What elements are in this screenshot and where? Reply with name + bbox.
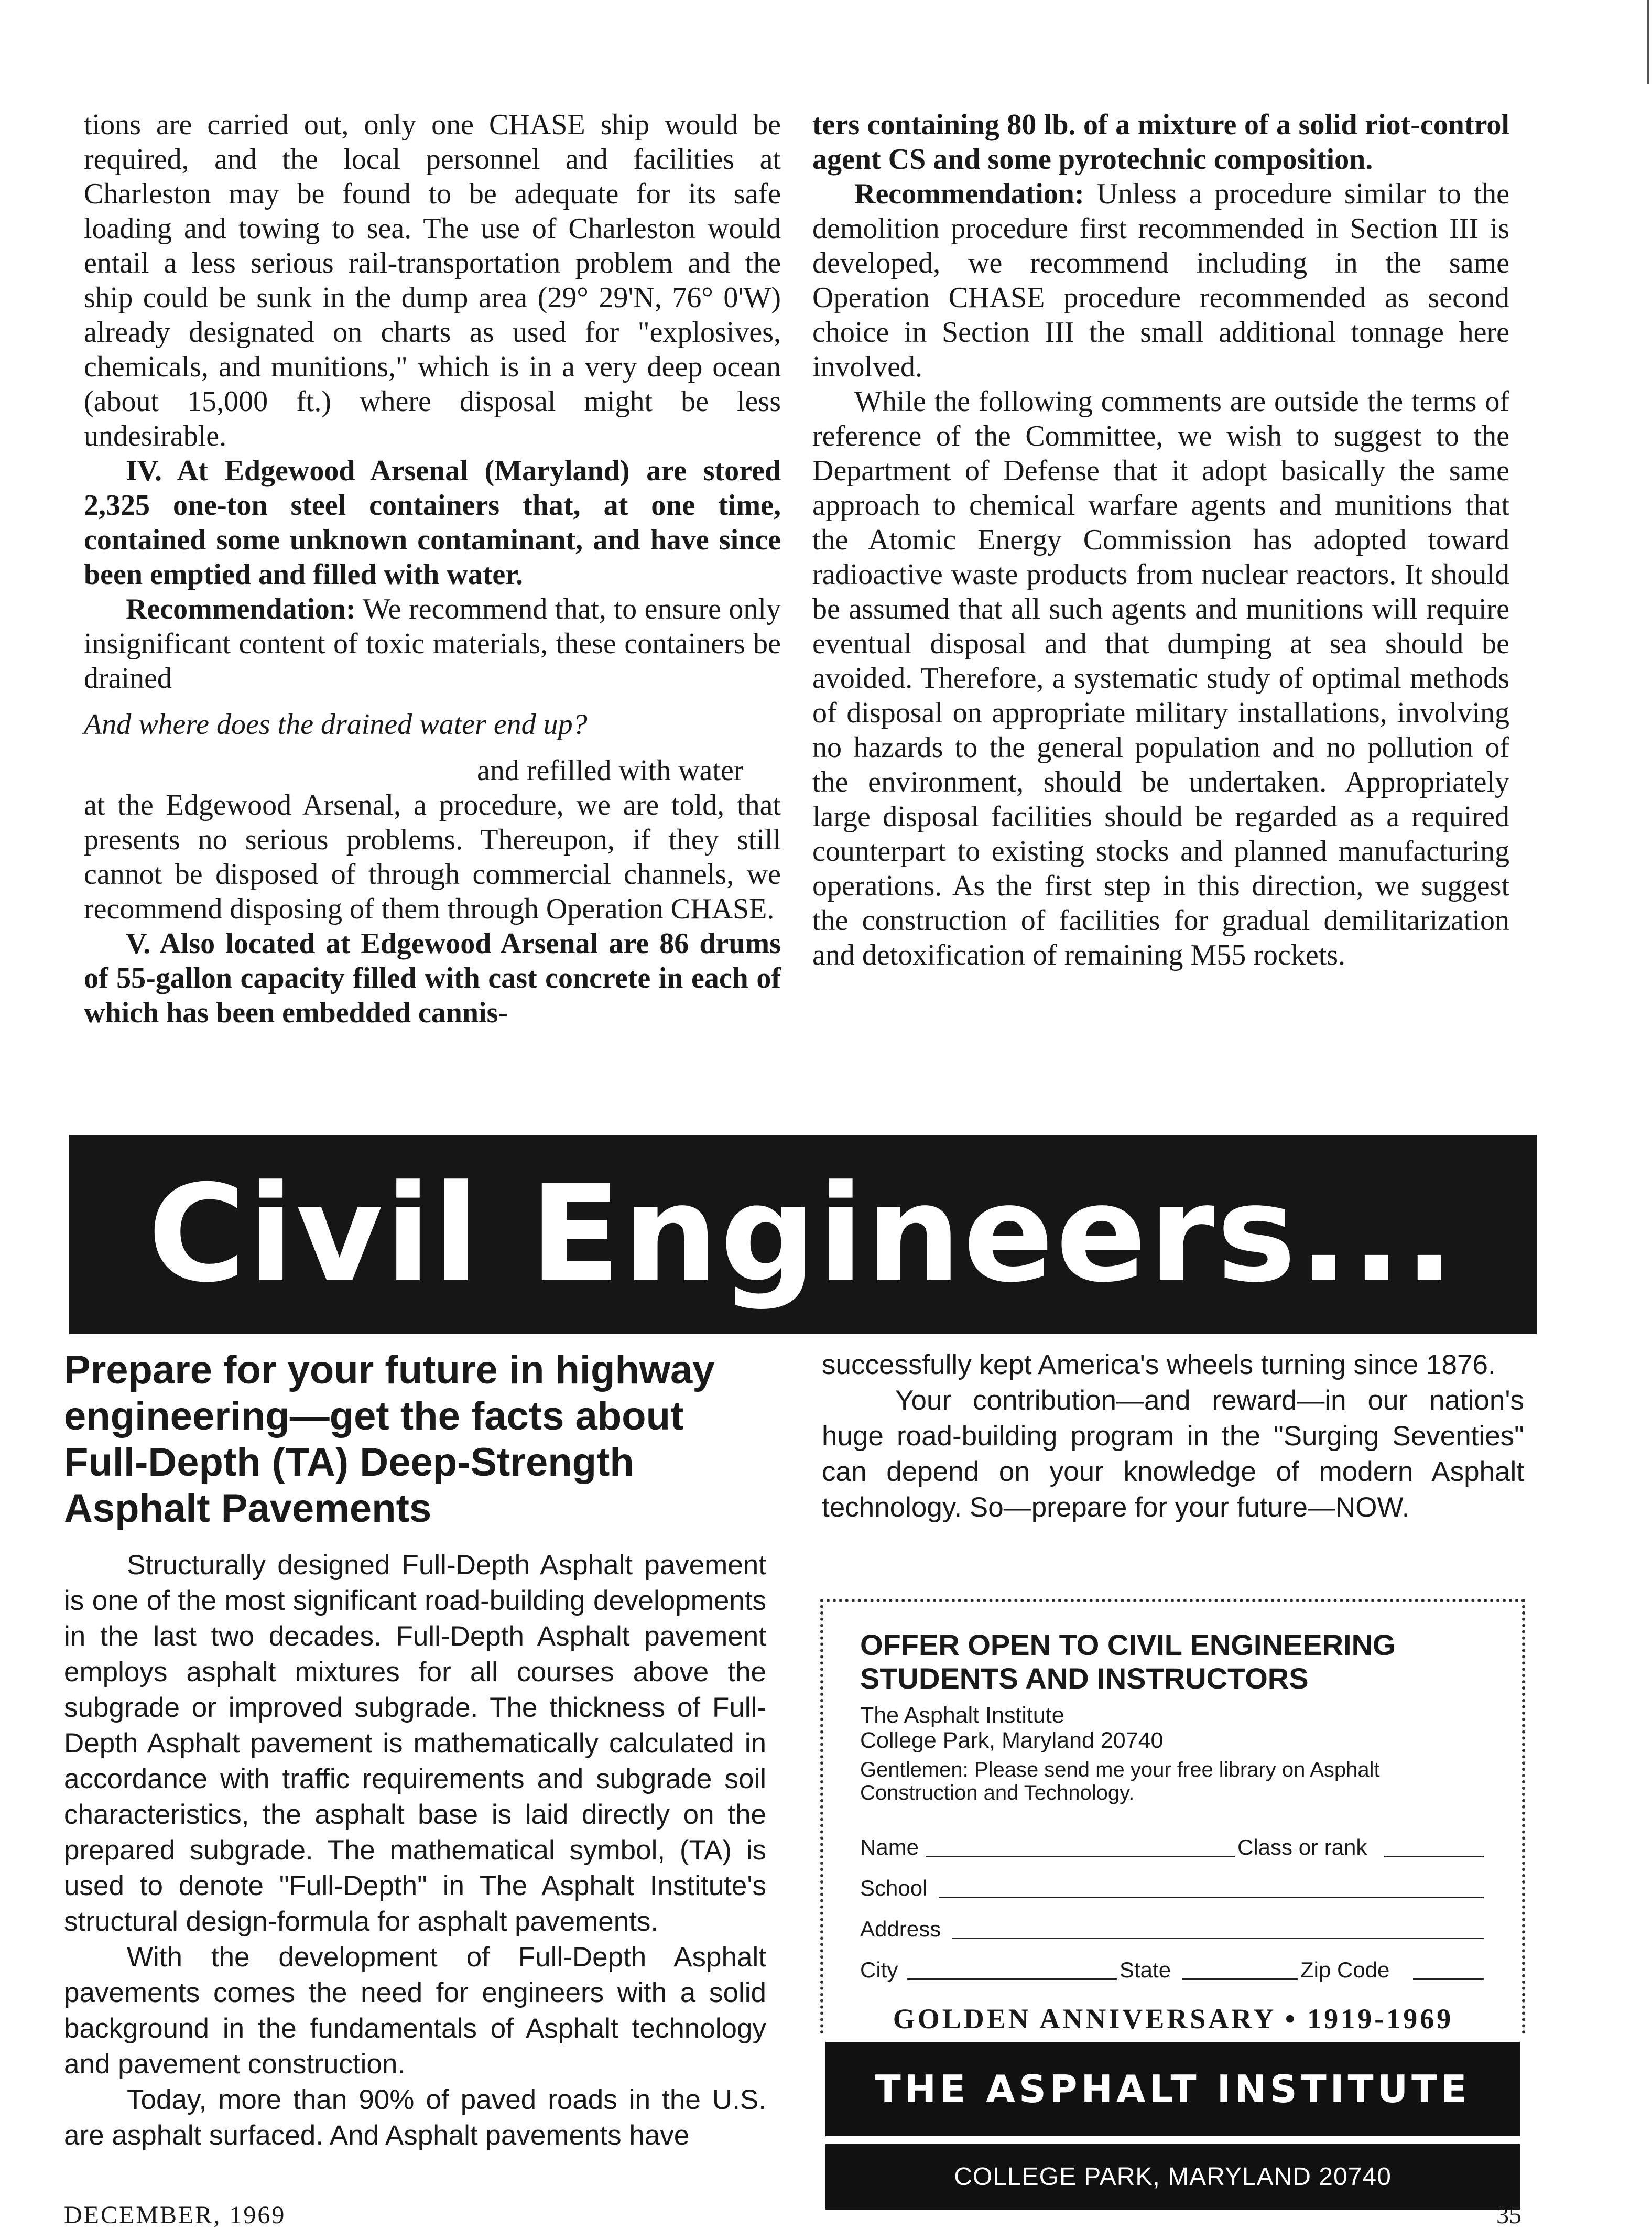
address-field[interactable] (952, 1938, 1484, 1939)
name-field[interactable] (926, 1856, 1235, 1857)
article-recommendation (812, 177, 1509, 384)
article-right-column (812, 107, 1509, 972)
state-label: State (1120, 1957, 1171, 1982)
city-label: City (860, 1957, 898, 1982)
ad-paragraph: Today, more than 90% of paved roads in the U.S. are asphalt surfaced. And Asphalt pavements have (64, 2084, 766, 2151)
banner-title: Civil Engineers... (148, 1156, 1457, 1312)
article-left-column (84, 107, 781, 1030)
zip-field[interactable] (1413, 1978, 1484, 1980)
school-label: School (860, 1876, 928, 1900)
coupon-content (860, 1628, 1489, 1804)
institute-location-bar: COLLEGE PARK, MARYLAND 20740 (825, 2144, 1520, 2210)
article-section-heading: V. Also located at Edgewood Arsenal are 86 drums of 55-gallon capacity filled with cast concrete in each of which has been embedded cannis- (84, 927, 781, 1029)
coupon-title: OFFER OPEN TO CIVIL ENGINEERING STUDENTS AND INSTRUCTORS (860, 1628, 1396, 1695)
city-field[interactable] (907, 1978, 1117, 1980)
page-edge-line (1647, 0, 1649, 84)
article-paragraph: tions are carried out, only one CHASE ship would be required, and the local personnel and facilities at Charleston may be found to be adequate for its safe loading and towing to sea. The use of Charleston would entail a less serious rail-transportation problem and the ship could be sunk in the dump area (29° 29'N, 76° 0'W) already designated on charts as used for "explosives, chemicals, and munitions," which is in a very deep ocean (about 15,000 ft.) where disposal might be less undesirable. (84, 109, 781, 452)
article-section-heading: IV. At Edgewood Arsenal (Maryland) are stored 2,325 one-ton steel containers that, at one time, contained some unknown contaminant, and have since been emptied and filled with water. (84, 455, 781, 591)
recommendation-text: We recommend that, to ensure only insignificant content of toxic materials, these containers be drained (84, 593, 781, 695)
ad-paragraph: successfully kept America's wheels turning since 1876. (822, 1349, 1496, 1380)
golden-anniversary: GOLDEN ANNIVERSARY • 1919-1969 (893, 2003, 1454, 2035)
footer-date: DECEMBER, 1969 (64, 2201, 286, 2229)
coupon-message: Gentlemen: Please send me your free library on Asphalt Construction and Technology. (860, 1758, 1380, 1804)
ad-right-column (822, 1347, 1524, 1525)
article-section-heading: ters containing 80 lb. of a mixture of a solid riot-control agent CS and some pyrotechnic composition. (812, 109, 1509, 176)
coupon-form (820, 1599, 1525, 2034)
form-row-school (860, 1874, 1489, 1903)
class-rank-label: Class or rank (1237, 1835, 1367, 1859)
recommendation-label: Recommendation: (854, 178, 1084, 210)
coupon-address-line: College Park, Maryland 20740 (860, 1728, 1164, 1753)
coupon-address-line: The Asphalt Institute (860, 1703, 1064, 1728)
ad-paragraph: Structurally designed Full-Depth Asphalt pavement is one of the most significant road-building developments in the last two decades. Full-Depth Asphalt pavement employs asphalt mixtures for all courses above the subgrade or improved subgrade. The thickness of Full-Depth Asphalt pavement is mathematically calculated in accordance with traffic requirements and subgrade soil characteristics, the asphalt base is laid directly on the prepared subgrade. The mathematical symbol, (TA) is used to denote "Full-Depth" in The Asphalt Institute's structural design-formula for asphalt pavements. (64, 1550, 766, 1937)
name-label: Name (860, 1835, 919, 1859)
form-row-city (860, 1955, 1489, 1985)
form-row-name (860, 1833, 1489, 1862)
article-recommendation (84, 592, 781, 696)
zip-label: Zip Code (1300, 1957, 1390, 1982)
ad-paragraph: With the development of Full-Depth Asphalt pavements comes the need for engineers with a solid background in the fundamentals of Asphalt technology and pavement construction. (64, 1942, 766, 2080)
ad-paragraph: Your contribution—and reward—in our nation's huge road-building program in the "Surging Seventies" can depend on your knowledge of modern Asphalt technology. So—prepare for your future—NOW. (822, 1385, 1524, 1523)
school-field[interactable] (939, 1897, 1484, 1898)
article-continuation-lead: and refilled with water (477, 754, 744, 787)
page-number: 35 (1496, 2201, 1521, 2229)
ad-banner (69, 1135, 1537, 1334)
class-rank-field[interactable] (1384, 1856, 1484, 1857)
ad-headline: Prepare for your future in highway engineering—get the facts about Full-Depth (TA) Deep-Strength Asphalt Pavements (64, 1348, 715, 1531)
ad-left-column (64, 1347, 766, 2154)
address-label: Address (860, 1917, 941, 1941)
institute-name-bar: THE ASPHALT INSTITUTE (825, 2042, 1520, 2136)
editor-note: And where does the drained water end up? (84, 708, 588, 741)
article-paragraph: While the following comments are outside the terms of reference of the Committee, we wish to suggest to the Department of Defense that it adopt basically the same approach to chemical warfare agents and munitions that the Atomic Energy Commission has adopted toward radioactive waste products from nuclear reactors. It should be assumed that all such agents and munitions will require eventual disposal and that dumping at sea should be avoided. Therefore, a systematic study of optimal methods of disposal on appropriate military installations, involving no hazards to the general population and no pollution of the environment, should be undertaken. Appropriately large disposal facilities should be regarded as a required counterpart to existing stocks and planned manufacturing operations. As the first step in this direction, we suggest the construction of facilities for gradual demilitarization and detoxification of remaining M55 rockets. (812, 385, 1509, 971)
recommendation-label: Recommendation: (126, 593, 356, 625)
state-field[interactable] (1182, 1978, 1298, 1980)
form-row-address (860, 1914, 1489, 1944)
recommendation-text: Unless a procedure similar to the demolition procedure first recommended in Section III is developed, we recommend including in the same Operation CHASE procedure recommended as second choice in Section III the small additional tonnage here involved. (812, 178, 1509, 383)
article-paragraph: at the Edgewood Arsenal, a procedure, we are told, that presents no serious problems. Thereupon, if they still cannot be disposed of through commercial channels, we recommend disposing of them through Operation CHASE. (84, 789, 781, 925)
